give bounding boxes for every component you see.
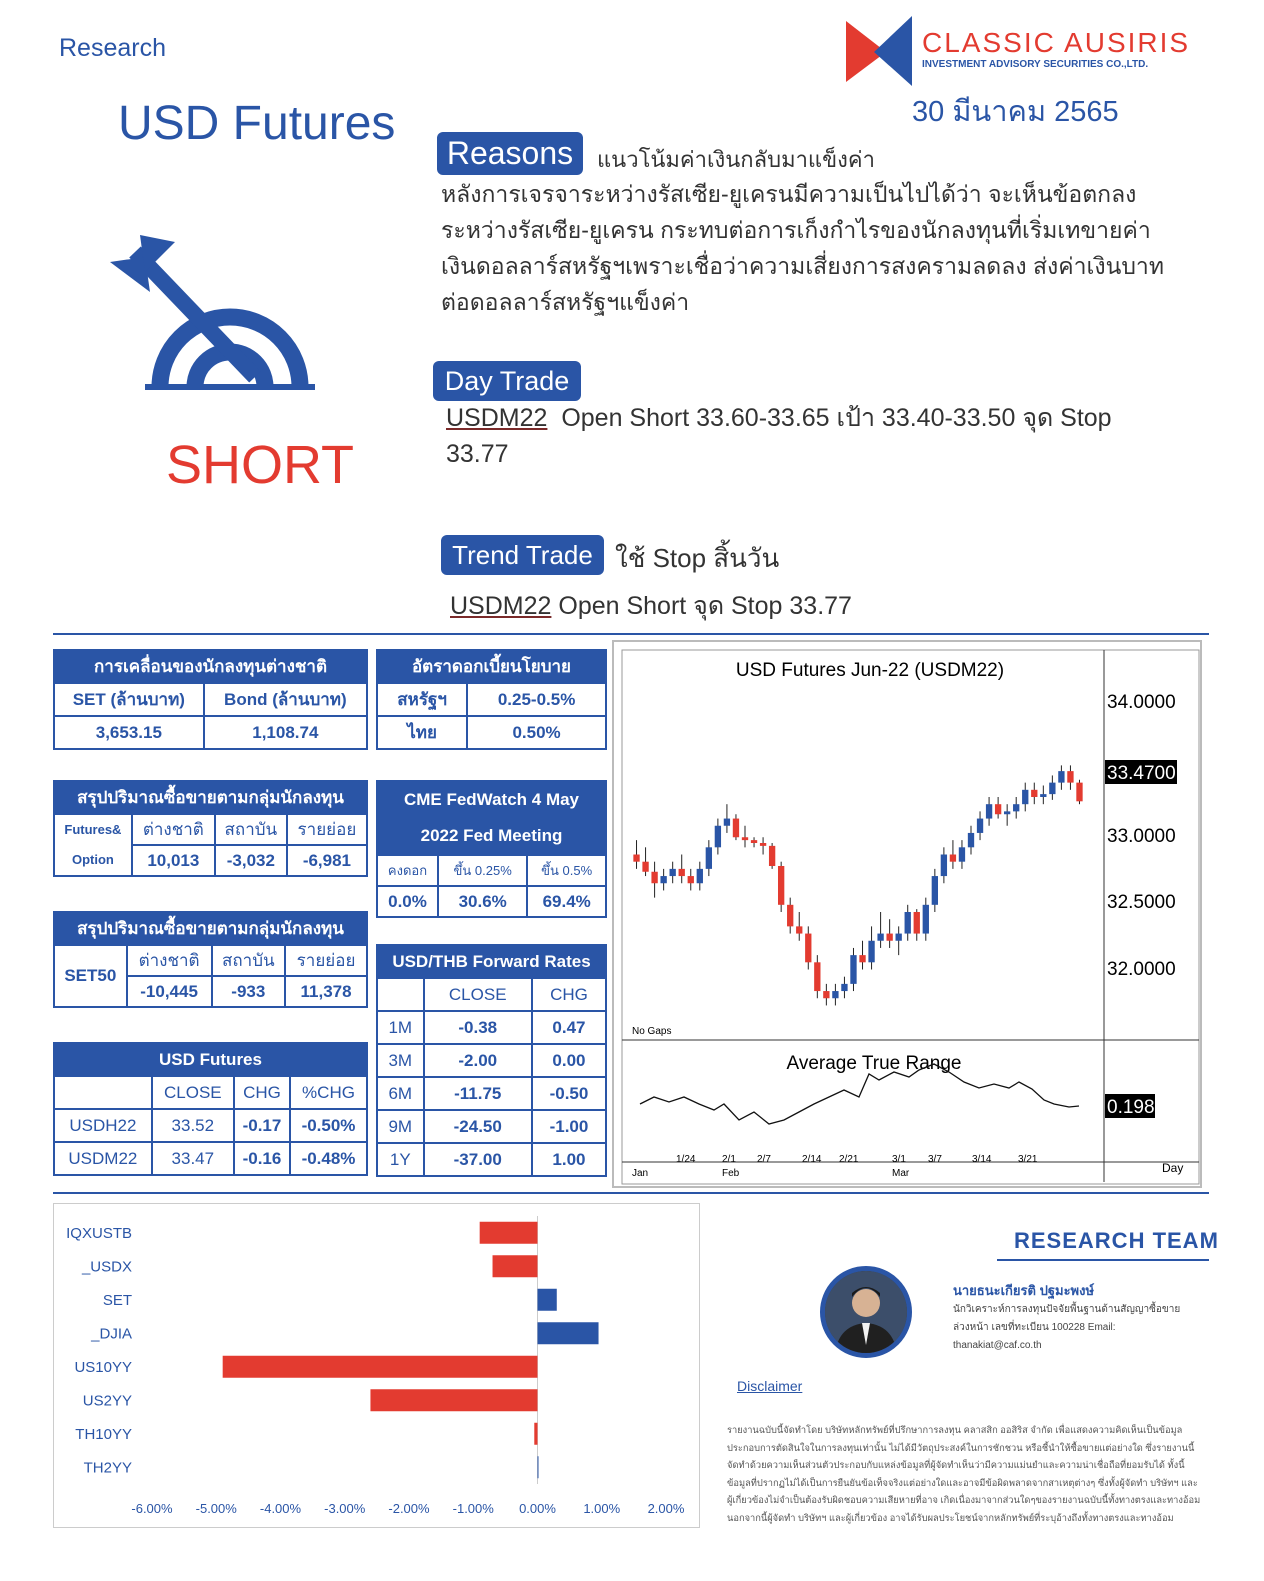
candle-body — [660, 876, 666, 883]
bar — [538, 1456, 539, 1478]
bar — [493, 1255, 538, 1277]
table-cell: 30.6% — [438, 886, 527, 917]
candle-body — [1076, 783, 1082, 802]
table-title: สรุปปริมาณซื้อขายตามกลุ่มนักลงทุน — [54, 781, 367, 814]
fedwatch-table — [376, 780, 607, 918]
candle-body — [877, 934, 883, 941]
candle-body — [670, 869, 676, 876]
bar — [370, 1389, 537, 1411]
table-cell: -24.50 — [424, 1110, 532, 1143]
table-cell: 10,013 — [132, 845, 215, 876]
bar-chart-panel — [53, 1203, 700, 1528]
candle-body — [823, 991, 829, 998]
candle-body — [642, 862, 648, 872]
table-cell — [377, 978, 424, 1011]
reasons-headline: แนวโน้มค่าเงินกลับมาแข็งค่า — [597, 147, 875, 172]
futures-flow-table — [53, 780, 368, 877]
chart-title: USD Futures Jun-22 (USDM22) — [735, 660, 1005, 681]
candle-body — [995, 804, 1001, 814]
candle-body — [796, 926, 802, 933]
candle-body — [905, 912, 911, 934]
company-name: CLASSIC AUSIRIS — [922, 27, 1191, 58]
candle-body — [814, 962, 820, 991]
table-row-label: 9M — [377, 1110, 424, 1143]
team-title: RESEARCH TEAM — [1014, 1228, 1219, 1253]
candle-body — [651, 872, 657, 884]
table-cell: -0.48% — [290, 1142, 367, 1175]
table-cell: 69.4% — [527, 886, 606, 917]
col-header: CLOSE — [152, 1076, 234, 1109]
x-tick: 2/21 — [839, 1154, 859, 1165]
table-title: USD Futures — [54, 1043, 367, 1076]
candle-body — [733, 819, 739, 838]
reasons-badge: Reasons — [437, 132, 583, 175]
category-label: US2YY — [82, 1392, 132, 1410]
disclaimer-link[interactable]: Disclaimer — [737, 1378, 803, 1394]
row-label: SET50 — [54, 945, 127, 1007]
atr-last: 0.198 — [1107, 1097, 1155, 1118]
candle-body — [941, 855, 947, 877]
last-price: 33.4700 — [1107, 763, 1176, 784]
category-label: _DJIA — [91, 1325, 132, 1343]
candle-body — [778, 866, 784, 905]
price-chart-svg — [614, 642, 1200, 1186]
day-trade-badge: Day Trade — [433, 361, 581, 401]
x-tick: 3/1 — [892, 1154, 906, 1165]
table-cell: -0.50 — [532, 1077, 606, 1110]
candle-body — [633, 855, 639, 862]
candle-body — [1058, 771, 1064, 783]
x-month: Mar — [892, 1168, 910, 1179]
table-cell: -11.75 — [424, 1077, 532, 1110]
category-label: US10YY — [74, 1358, 132, 1376]
atr-title: Average True Range — [786, 1053, 962, 1074]
trend-trade-headline: ใช้ Stop สิ้นวัน — [615, 543, 780, 573]
table-cell: 33.52 — [152, 1109, 234, 1142]
table-cell: 11,378 — [285, 976, 367, 1007]
table-cell: -0.50% — [290, 1109, 367, 1142]
table-cell: 0.00 — [532, 1044, 606, 1077]
reasons-body: หลังการเจรจาระหว่างรัสเซีย-ยูเครนมีความเป็นไปได้ว่า จะเห็นข้อตกลงระหว่างรัสเซีย-ยูเครน กระทบต่อการเก็งกำไรของนักลงทุนที่เริ่มเทขายค่าเงินดอลลาร์สหรัฐฯเพราะเชื่อว่าความเสี่ยงการสงครามลดลง ส่งค่าเงินบาทต่อดอลลาร์สหรัฐฯแข็งค่า — [441, 181, 1165, 315]
table-cell: ไทย — [377, 716, 467, 749]
bar — [538, 1289, 557, 1311]
candle-body — [688, 876, 694, 883]
x-tick: 3/21 — [1018, 1154, 1038, 1165]
x-tick: 1/24 — [676, 1154, 696, 1165]
table-cell: 0.25-0.5% — [467, 683, 606, 716]
candle-body — [850, 955, 856, 984]
candle-body — [886, 934, 892, 941]
table-cell: -2.00 — [424, 1044, 532, 1077]
day-trade-symbol: USDM22 — [446, 404, 548, 432]
x-tick-label: 0.00% — [519, 1501, 556, 1516]
candle-body — [914, 912, 920, 934]
candle-body — [760, 843, 766, 846]
table-cell: 0.0% — [377, 886, 438, 917]
trend-trade-symbol: USDM22 — [450, 592, 552, 620]
col-header: %CHG — [290, 1076, 367, 1109]
candle-body — [832, 991, 838, 998]
col-header: รายย่อย — [285, 945, 367, 976]
section-label: Research — [59, 34, 166, 62]
x-tick: 3/7 — [928, 1154, 942, 1165]
candle-body — [841, 984, 847, 991]
candle-body — [959, 847, 965, 861]
y-tick: 32.0000 — [1107, 959, 1176, 980]
trend-trade-badge: Trend Trade — [441, 535, 604, 575]
category-label: SET — [102, 1291, 132, 1309]
x-month: Feb — [722, 1168, 740, 1179]
candle-body — [1049, 783, 1055, 795]
table-row-label: USDH22 — [54, 1109, 152, 1142]
x-tick: 2/1 — [722, 1154, 736, 1165]
col-header: สถาบัน — [215, 814, 287, 845]
analyst-avatar — [820, 1266, 912, 1358]
table-row-label: 1Y — [377, 1143, 424, 1176]
candle-body — [715, 826, 721, 848]
candle-body — [751, 840, 757, 843]
candle-body — [1031, 790, 1037, 797]
x-tick: 3/14 — [972, 1154, 992, 1165]
table-row-label: 1M — [377, 1011, 424, 1044]
table-cell: -10,445 — [127, 976, 212, 1007]
table-cell: -1.00 — [532, 1110, 606, 1143]
table-cell: -37.00 — [424, 1143, 532, 1176]
x-tick-label: -1.00% — [452, 1501, 494, 1516]
table-row-label: 6M — [377, 1077, 424, 1110]
disclaimer-text: รายงานฉบับนี้จัดทำโดย บริษัทหลักทรัพย์ที่ปรึกษาการลงทุน คลาสสิก ออสิริส จำกัด เพื่อแสดงความคิดเห็นเป็นข้อมูลประกอบการตัดสินใจในการลงทุนเท่านั้น ไม่ได้มีวัตถุประสงค์ในการชักชวน หรือชี้นำให้ซื้อขายแต่อย่างใด ซึ่งรายงานนี้จัดทำด้วยความเห็นส่วนตัวประกอบกับแหล่งข้อมูลที่ผู้จัดทำเห็นว่ามีความแม่นยำและความน่าเชื่อถือที่ยอมรับได้ ทั้งนี้ข้อมูลที่ปรากฏไม่ได้เป็นการยืนยันข้อเท็จจริงแต่อย่างใดและอาจมีข้อผิดพลาดจากสาเหตุต่างๆ ซึ่งทั้งผู้จัดทำ บริษัทฯ และผู้เกี่ยวข้องไม่จำเป็นต้องรับผิดชอบความเสียหายที่อาจ เกิดเนื่องมาจากส่วนใดๆของรายงานฉบับนี้ทั้งทางตรงและทางอ้อม นอกจากนี้ผู้จัดทำ บริษัทฯ และผู้เกี่ยวข้อง อาจได้รับผลประโยชน์จากหลักทรัพย์ที่ระบุอ้างถึงทั้งทางตรงและทางอ้อม — [727, 1425, 1201, 1523]
bar — [534, 1423, 537, 1445]
report-date: 30 มีนาคม 2565 — [912, 96, 1119, 128]
table-cell: 33.47 — [152, 1142, 234, 1175]
candle-body — [1067, 771, 1073, 783]
set50-flow-table — [53, 911, 368, 1008]
table-title: สรุปปริมาณซื้อขายตามกลุ่มนักลงทุน — [54, 912, 367, 945]
col-header: CHG — [234, 1076, 290, 1109]
category-label: IQXUSTB — [66, 1224, 132, 1242]
col-header: CLOSE — [424, 978, 532, 1011]
candle-body — [896, 934, 902, 941]
candle-body — [1004, 811, 1010, 814]
candle-body — [859, 955, 865, 962]
y-tick: 33.0000 — [1107, 826, 1176, 847]
day-trade-text — [446, 400, 1176, 472]
col-header: คงดอก — [377, 855, 438, 886]
col-header: ขึ้น 0.25% — [438, 855, 527, 886]
foreign-flow-table — [53, 649, 368, 750]
candle-body — [724, 819, 730, 826]
team-divider — [997, 1259, 1209, 1261]
col-header: ขึ้น 0.5% — [527, 855, 606, 886]
x-tick-label: -2.00% — [388, 1501, 430, 1516]
divider-bottom — [53, 1192, 1209, 1194]
price-chart — [612, 640, 1202, 1188]
candle-body — [986, 804, 992, 818]
category-label: TH10YY — [75, 1425, 132, 1443]
table-title: การเคลื่อนของนักลงทุนต่างชาติ — [54, 650, 367, 683]
trend-trade-detail: Open Short จุด Stop 33.77 — [558, 592, 852, 620]
candlestick-series — [633, 765, 1082, 1005]
candle-body — [769, 846, 775, 866]
table-title: USD/THB Forward Rates — [377, 945, 606, 978]
candle-body — [968, 833, 974, 847]
candle-body — [923, 905, 929, 934]
col-header: ต่างชาติ — [127, 945, 212, 976]
forward-rates-table — [376, 944, 607, 1177]
table-cell: -0.17 — [234, 1109, 290, 1142]
candle-body — [1040, 794, 1046, 797]
x-tick: 2/14 — [802, 1154, 822, 1165]
x-tick: 2/7 — [757, 1154, 771, 1165]
table-cell: 3,653.15 — [54, 716, 204, 749]
col-header: รายย่อย — [287, 814, 367, 845]
table-row-label: 3M — [377, 1044, 424, 1077]
bar — [538, 1322, 599, 1344]
x-tick-label: 2.00% — [647, 1501, 685, 1516]
candle-body — [868, 941, 874, 963]
table-cell: 1,108.74 — [204, 716, 367, 749]
table-cell: -0.38 — [424, 1011, 532, 1044]
x-month: Jan — [632, 1168, 649, 1179]
table-cell: สหรัฐฯ — [377, 683, 467, 716]
col-header: SET (ล้านบาท) — [54, 683, 204, 716]
bar-chart — [54, 1204, 699, 1527]
candle-body — [1013, 804, 1019, 811]
candle-body — [706, 847, 712, 869]
analyst-role: นักวิเคราะห์การลงทุนปัจจัยพื้นฐานด้านสัญญาซื้อขายล่วงหน้า เลขที่ทะเบียน 100228 Email: thanakiat@caf.co.th — [953, 1304, 1181, 1351]
x-tick-label: 1.00% — [583, 1501, 621, 1516]
x-tick-label: -3.00% — [324, 1501, 366, 1516]
y-tick: 32.5000 — [1107, 892, 1176, 913]
table-title: อัตราดอกเบี้ยนโยบาย — [377, 650, 606, 683]
category-label: TH2YY — [83, 1459, 132, 1477]
table-cell: 0.50% — [467, 716, 606, 749]
col-header: Bond (ล้านบาท) — [204, 683, 367, 716]
table-cell — [54, 1076, 152, 1109]
row-label: Futures& Option — [54, 814, 132, 876]
y-tick: 34.0000 — [1107, 692, 1176, 713]
candle-body — [787, 905, 793, 927]
candle-body — [805, 934, 811, 963]
candle-body — [697, 869, 703, 883]
x-tick-label: -6.00% — [131, 1501, 173, 1516]
candle-body — [950, 855, 956, 862]
table-cell: 1.00 — [532, 1143, 606, 1176]
policy-rate-table — [376, 649, 607, 750]
no-gaps-label: No Gaps — [632, 1026, 672, 1037]
target-icon — [105, 232, 355, 392]
bar — [223, 1356, 538, 1378]
candle-body — [679, 869, 685, 876]
x-tick-label: -5.00% — [195, 1501, 237, 1516]
table-cell: -6,981 — [287, 845, 367, 876]
table-cell: -933 — [212, 976, 286, 1007]
candle-body — [742, 837, 748, 840]
table-title: CME FedWatch 4 May 2022 Fed Meeting — [377, 781, 606, 855]
table-cell: 0.47 — [532, 1011, 606, 1044]
category-label: _USDX — [81, 1258, 132, 1276]
analyst-name: นายธนะเกียรติ ปฐมะพงษ์ — [953, 1283, 1095, 1298]
x-tick-label: -4.00% — [259, 1501, 302, 1516]
bar — [480, 1222, 538, 1244]
report-title: USD Futures — [118, 97, 396, 150]
company-logo — [846, 16, 916, 86]
position-label: SHORT — [166, 435, 355, 495]
divider-top — [53, 633, 1209, 635]
table-row-label: USDM22 — [54, 1142, 152, 1175]
usd-futures-table — [53, 1042, 368, 1176]
table-cell: -0.16 — [234, 1142, 290, 1175]
col-header: CHG — [532, 978, 606, 1011]
candle-body — [1022, 790, 1028, 804]
company-subtitle: INVESTMENT ADVISORY SECURITIES CO.,LTD. — [922, 59, 1149, 70]
col-header: ต่างชาติ — [132, 814, 215, 845]
day-trade-detail: Open Short 33.60-33.65 เป้า 33.40-33.50 จุด Stop 33.77 — [446, 404, 1112, 468]
candle-body — [977, 819, 983, 833]
trend-trade-text — [450, 586, 852, 626]
period-label: Day — [1162, 1161, 1184, 1175]
col-header: สถาบัน — [212, 945, 286, 976]
table-cell: -3,032 — [215, 845, 287, 876]
candle-body — [932, 876, 938, 905]
